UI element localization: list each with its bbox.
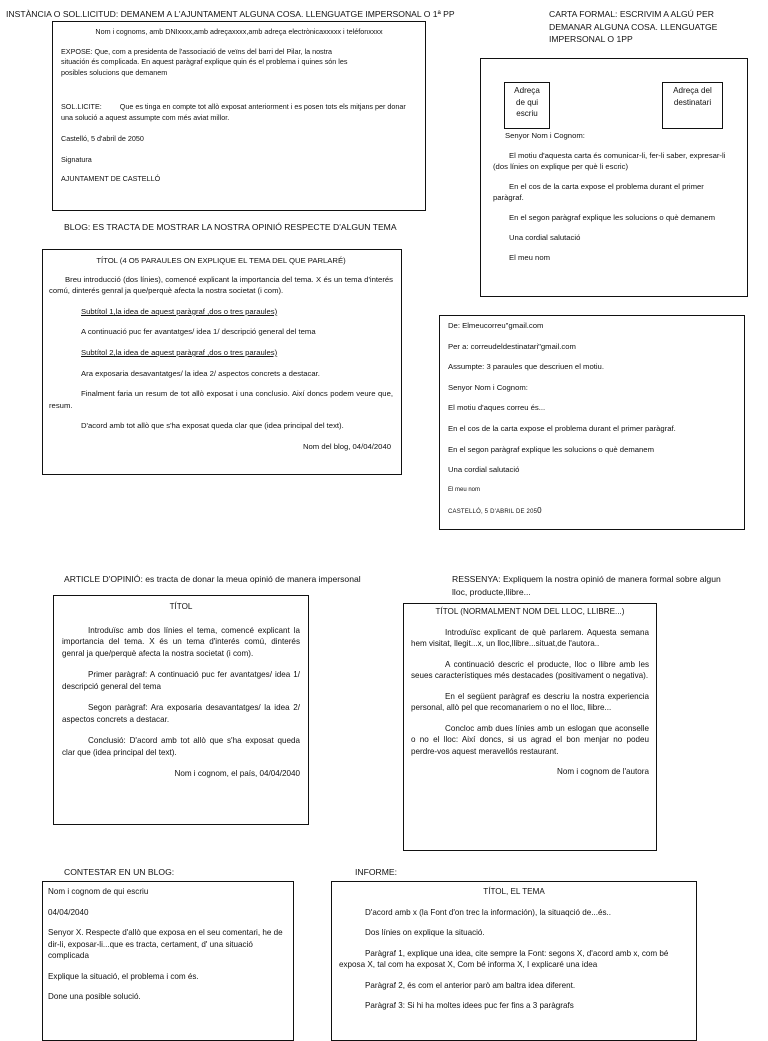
email-place-date: CASTELLÓ, 5 D'ABRIL DE 205	[448, 509, 538, 516]
blog-heading: BLOG: ES TRACTA DE MOSTRAR LA NOSTRA OPINIÓ RESPECTE D'ALGUN TEMA	[64, 222, 397, 232]
ressenya-signature: Nom i cognom de l'autora	[557, 767, 649, 776]
contestar-author: Nom i cognom de qui escriu	[48, 887, 149, 896]
instancia-solicite-text: Que es tinga en compte tot allò exposat anteriorment i es posen tots els mitjans per donar una solució a aquest assumpte com més aviat millor.	[61, 102, 406, 122]
email-paragraph-1: El motiu d'aques correu és...	[448, 403, 546, 413]
ressenya-heading: RESSENYA: Expliquem la nostra opinió de manera formal sobre algun lloc, producte,llibre...	[452, 574, 721, 597]
blog-title: TÍTOL (4 O5 PARAULES ON EXPLIQUE EL TEMA DEL QUE PARLARÉ)	[96, 256, 346, 265]
informe-title: TÍTOL, EL TEMA	[483, 887, 545, 896]
ressenya-paragraph-3: En el següent paràgraf es descriu la nostra experiencia personal, allò pel que recomanariem o no el lloc, llibre...	[411, 691, 649, 712]
blog-subtitle-1: Subtítol 1,la idea de aquest paràgraf ,dos o tres paraules)	[81, 306, 278, 316]
instancia-heading: INSTÀNCIA O SOL.LICITUD: DEMANEM A L'AJUNTAMENT ALGUNA COSA. LLENGUATGE IMPERSONAL O 1ª PP	[6, 9, 455, 19]
contestar-solution: Done una posible solució.	[48, 992, 141, 1001]
instancia-recipient: AJUNTAMENT DE CASTELLÓ	[61, 173, 161, 183]
carta-closing: Una cordial salutació	[509, 232, 581, 242]
instancia-solicite-label: SOL.LICITE:	[61, 102, 102, 112]
instancia-personal-data: Nom i cognoms, amb DNIxxxx,amb adreçaxxxx,amb adreça electrònicaxxxxx i teléfonxxxx	[95, 27, 383, 36]
ressenya-paragraph-1: Introduïsc explicant de què parlarem. Aquesta semana hem visitat, llegit...x, un lloc,llibre...situat,de l'autora..	[411, 627, 649, 648]
blog-signature: Nom del blog, 04/04/2040	[302, 441, 391, 451]
email-to: Per a: correudeldestinatari"gmail.com	[448, 341, 576, 351]
article-title: TÍTOL	[169, 602, 193, 611]
carta-heading: CARTA FORMAL: ESCRIVIM A ALGÚ PER DEMANAR ALGUNA COSA. LLENGUATGE IMPERSONAL O 1PP	[549, 9, 718, 44]
informe-heading: INFORME:	[355, 867, 398, 877]
email-greeting: Senyor Nom i Cognom:	[448, 382, 528, 392]
informe-paragraph-4: Paràgraf 2, és com el anterior parò am baltra idea diferent.	[365, 980, 576, 990]
carta-greeting: Senyor Nom i Cognom:	[505, 131, 585, 140]
carta-paragraph-1: El motiu d'aquesta carta és comunicar-li, fer-li saber, expresar-li (dos línies on explique per què li escric)	[493, 150, 726, 172]
article-heading: ARTICLE D'OPINIÓ: es tracta de donar la meua opinió de manera impersonal	[64, 574, 361, 584]
carta-recipient-address-box: Adreça del destinatari	[662, 82, 723, 129]
contestar-heading: CONTESTAR EN UN BLOG:	[64, 867, 175, 877]
instancia-signature: Signatura	[61, 155, 92, 165]
email-signature: El meu nom	[448, 486, 481, 493]
blog-paragraph-2: Ara exposaria desavantatges/ la idea 2/ aspectos concrets a destacar.	[81, 368, 320, 378]
carta-sender-address-box: Adreça de qui escriu	[504, 82, 550, 129]
carta-box	[480, 58, 748, 297]
blog-intro: Breu introducció (dos línies), comencé explicant la importancia del tema. X és un tema d'interés comú, dinterés genral ja que/perquè afecta la nostra societat (i com).	[49, 274, 393, 296]
email-subject: Assumpte: 3 paraules que descriuen el motiu.	[448, 362, 604, 372]
ressenya-box	[403, 603, 657, 851]
article-paragraph-1: Primer paràgraf: A continuació puc fer avantatges/ idea 1/ descripció general del tema	[62, 670, 300, 691]
email-box	[439, 315, 745, 530]
carta-paragraph-2: En el cos de la carta expose el problema durant el primer paràgraf.	[493, 181, 704, 203]
contestar-box	[42, 881, 294, 1041]
ressenya-title: TÍTOL (NORMALMENT NOM DEL LLOC, LLIBRE...)	[435, 607, 625, 616]
article-paragraph-2: Segon paràgraf: Ara exposaria desavantatges/ la idea 2/ aspectos concrets a destacar.	[62, 703, 300, 724]
blog-paragraph-1: A continuació puc fer avantatges/ idea 1/ descripció general del tema	[81, 327, 316, 337]
article-paragraph-3: Conclusió: D'acord amb tot allò que s'ha exposat queda clar que (idea principal del text).	[62, 736, 300, 757]
email-from: De: Elmeucorreu"gmail.com	[448, 321, 544, 330]
blog-box	[42, 249, 402, 475]
ressenya-paragraph-4: Concloc amb dues línies amb un eslogan que aconselle o no el lloc: Així doncs, si us agrad el bon menjar no podeu perdre-vos aquest meravellós restaurant.	[411, 723, 649, 756]
email-place-date-end: 0	[537, 506, 542, 516]
contestar-situation: Explique la situació, el problema i com és.	[48, 971, 199, 981]
instancia-box	[52, 21, 426, 211]
informe-paragraph-3: Paràgraf 1, explique una idea, cite sempre la Font: segons X, d'acord amb x, com bé exposa X, tal com ha exposat X, Com bé informa X, I explicaré una idea	[339, 948, 669, 969]
informe-paragraph-1: D'acord amb x (la Font d'on trec la información), la situaqció de...és..	[365, 907, 612, 917]
article-signature: Nom i cognom, el país, 04/04/2040	[174, 769, 300, 778]
instancia-expose: EXPOSE: Que, com a presidenta de l'associació de veïns del barri del Pilar, la nostra situación és complicada. En aquest paràgraf explique quin és el problema i quines són les posibles solucions que demanem	[61, 46, 348, 77]
blog-paragraph-4: D'acord amb tot allò que s'ha exposat queda clar que (idea principal del text).	[81, 421, 344, 431]
informe-box	[331, 881, 697, 1041]
email-closing: Una cordial salutació	[448, 465, 520, 475]
instancia-date: Castelló, 5 d'abril de 2050	[61, 133, 144, 143]
carta-signature: El meu nom	[509, 253, 551, 263]
email-paragraph-2: En el cos de la carta expose el problema durant el primer paràgraf.	[448, 423, 676, 433]
article-box	[53, 595, 309, 825]
contestar-reply: Senyor X. Respecte d'allò que exposa en el seu comentari, he de dir-li, exposar-li...que es tracta, certament, d' una situació complicada	[48, 928, 283, 960]
contestar-date: 04/04/2040	[48, 907, 89, 917]
blog-paragraph-3: Finalment faria un resum de tot allò exposat i una conclusio. Així doncs podem veure que, resum.	[49, 389, 393, 410]
informe-paragraph-2: Dos línies on explique la situació.	[365, 928, 485, 937]
article-intro: Introduïsc amb dos línies el tema, comencé explicant la importancia del tema. X és un tema d'interés comú, dinterés genral ja que/perquè afecta la nostra societat (i com).	[62, 625, 300, 658]
informe-paragraph-5: Paràgraf 3: Si hi ha moltes idees puc fer fins a 3 paràgrafs	[365, 1001, 574, 1010]
ressenya-paragraph-2: A continuació descric el producte, lloc o llibre amb les seues característiques més destacades (positivament o negativa).	[411, 659, 649, 680]
carta-paragraph-3: En el segon paràgraf explique les solucions o què demanem	[509, 212, 715, 222]
blog-subtitle-2: Subtítol 2,la idea de aquest paràgraf ,dos o tres paraules)	[81, 347, 278, 357]
email-paragraph-3: En el segon paràgraf explique les solucions o què demanem	[448, 444, 654, 454]
